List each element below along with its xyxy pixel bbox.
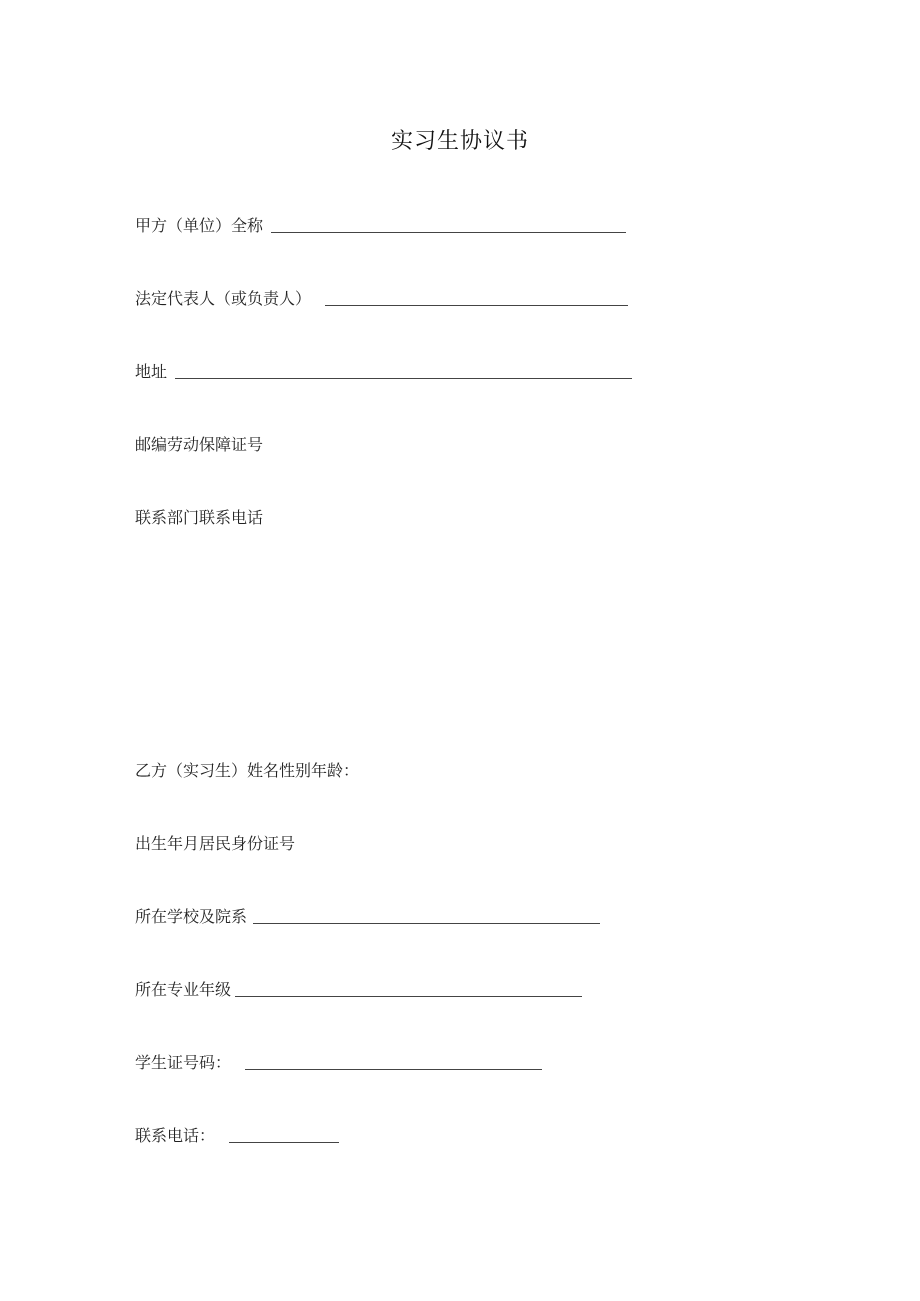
major-blank[interactable]	[235, 995, 582, 997]
phone-row	[135, 1122, 339, 1146]
birth-id-label: 出生年月居民身份证号	[135, 834, 296, 853]
postcode-row	[135, 431, 263, 455]
school-label: 所在学校及院系	[135, 907, 248, 926]
major-label: 所在专业年级	[135, 980, 232, 999]
address-label: 地址	[135, 362, 168, 381]
student-id-blank[interactable]	[245, 1068, 542, 1070]
student-id-label: 学生证号码：	[135, 1053, 232, 1072]
student-id-row	[135, 1049, 542, 1073]
contact-label: 联系部门联系电话	[135, 508, 264, 527]
document-title: 实习生协议书	[390, 129, 529, 154]
legal-rep-blank[interactable]	[325, 304, 628, 306]
party-a-name-blank[interactable]	[271, 231, 626, 233]
legal-rep-label: 法定代表人（或负责人）	[135, 289, 312, 308]
birth-id-row	[135, 830, 295, 854]
address-row	[135, 358, 632, 382]
legal-rep-row	[135, 285, 628, 309]
postcode-label: 邮编劳动保障证号	[135, 435, 264, 454]
phone-blank[interactable]	[229, 1141, 339, 1143]
party-a-name-row	[135, 212, 626, 236]
school-blank[interactable]	[253, 922, 600, 924]
address-blank[interactable]	[175, 377, 632, 379]
phone-label: 联系电话：	[135, 1126, 216, 1145]
party-a-name-label: 甲方（单位）全称	[135, 216, 264, 235]
contact-row	[135, 504, 263, 528]
school-row	[135, 903, 600, 927]
party-b-header-label: 乙方（实习生）姓名性别年龄：	[135, 761, 360, 780]
party-b-header-row	[135, 757, 359, 781]
major-row	[135, 976, 582, 1000]
